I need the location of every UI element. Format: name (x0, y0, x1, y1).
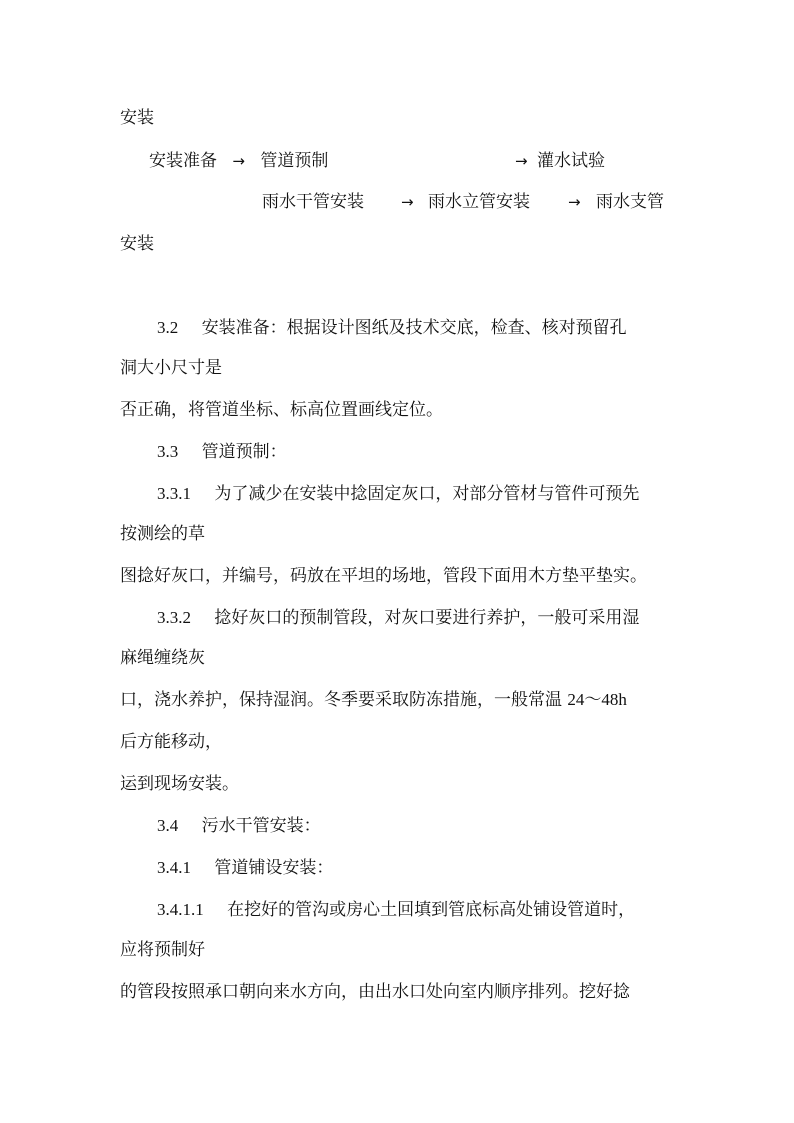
arrow-right-icon: → (401, 193, 414, 211)
section-number: 3.3 (157, 442, 179, 461)
flow-step: 雨水干管安装 (262, 192, 364, 212)
text-line: 安装 (120, 108, 154, 128)
section-3-3-2 (157, 608, 639, 628)
section-text: 捻好灰口的预制管段，对灰口要进行养护，一般可采用湿 (214, 608, 640, 628)
section-3-3 (157, 442, 287, 462)
text-line: 运到现场安装。 (120, 774, 239, 794)
text-line: 麻绳缠绕灰 (120, 648, 205, 668)
section-3-2 (157, 318, 627, 338)
section-3-3-1 (157, 484, 639, 504)
text-line: 按测绘的草 (120, 524, 205, 544)
section-3-4-1 (157, 858, 333, 878)
section-number: 3.4.1 (157, 858, 191, 877)
section-number: 3.4.1.1 (157, 900, 204, 919)
text-line: 图捻好灰口，并编号，码放在平坦的场地，管段下面用木方垫平垫实。 (120, 566, 647, 586)
arrow-right-icon: → (232, 152, 245, 170)
text-line: 否正确，将管道坐标、标高位置画线定位。 (120, 400, 443, 420)
flow-chart-row-2 (262, 192, 682, 212)
section-number: 3.3.2 (157, 608, 191, 627)
section-number: 3.4 (157, 816, 179, 835)
section-text: 管道铺设安装： (214, 858, 334, 878)
section-3-4-1-1 (157, 900, 635, 920)
text-run: 口，浇水养护，保持湿润。冬季要采取防冻措施，一般常温 (120, 690, 568, 710)
section-text: 在挖好的管沟或房心土回填到管底标高处铺设管道时， (227, 900, 636, 920)
text-line: 后方能移动， (120, 732, 222, 752)
flow-step: 安装准备 (149, 151, 217, 171)
text-line: 的管段按照承口朝向来水方向，由出水口处向室内顺序排列。挖好捻 (120, 982, 630, 1002)
arrow-right-icon: → (515, 152, 528, 170)
section-number: 3.3.1 (157, 484, 191, 503)
text-line: 应将预制好 (120, 940, 205, 960)
flow-chart-row-1 (149, 151, 629, 171)
text-line (120, 690, 627, 710)
temperature-range: 24～48h (567, 690, 627, 709)
section-3-4 (157, 816, 321, 836)
section-number: 3.2 (157, 318, 179, 337)
text-line: 洞大小尺寸是 (120, 358, 222, 378)
flow-step: 雨水立管安装 (428, 192, 530, 212)
arrow-right-icon: → (568, 193, 581, 211)
flow-step: 管道预制 (260, 151, 329, 171)
section-text: 安装准备：根据设计图纸及技术交底，检查、核对预留孔 (201, 318, 627, 338)
section-text: 管道预制： (201, 442, 287, 462)
flow-step: 雨水支管 (596, 192, 664, 212)
flow-step: 灌水试验 (537, 151, 605, 171)
text-line: 安装 (120, 234, 154, 254)
section-text: 污水干管安装： (201, 816, 321, 836)
section-text: 为了减少在安装中捻固定灰口，对部分管材与管件可预先 (214, 484, 640, 504)
